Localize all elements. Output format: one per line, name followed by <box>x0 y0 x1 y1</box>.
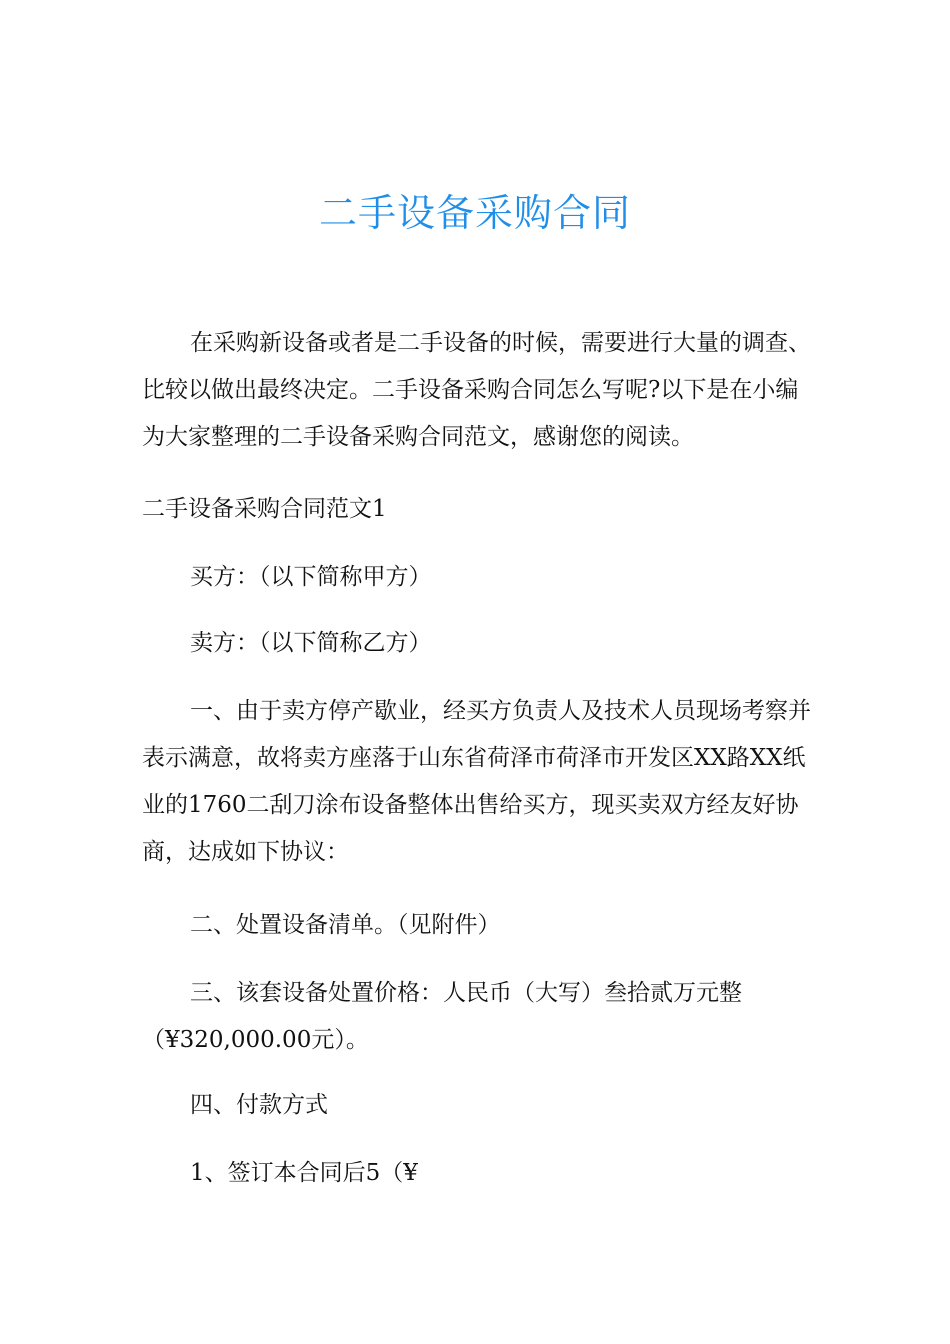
intro-paragraph: 在采购新设备或者是二手设备的时候，需要进行大量的调查、比较以做出最终决定。二手设备采购合同怎么写呢?以下是在小编为大家整理的二手设备采购合同范文，感谢您的阅读。 <box>142 330 811 450</box>
document-title: 二手设备采购合同 <box>318 191 631 235</box>
sample-heading: 二手设备采购合同范文1 <box>142 496 387 522</box>
buyer-line: 买方：（以下简称甲方） <box>190 564 432 590</box>
clause-three: 三、该套设备处置价格：人民币（大写）叁拾贰万元整（¥320,000.00元）。 <box>142 980 742 1053</box>
clause-two: 二、处置设备清单。（见附件） <box>190 912 501 938</box>
clause-one: 一、由于卖方停产歇业，经买方负责人及技术人员现场考察并表示满意，故将卖方座落于山东省荷泽市荷泽市开发区XX路XX纸业的1760二刮刀涂布设备整体出售给买方，现买卖双方经友好协商，达成如下协议： <box>142 698 811 865</box>
seller-line: 卖方：（以下简称乙方） <box>190 630 432 656</box>
clause-four: 四、付款方式 <box>190 1092 328 1118</box>
payment-item-one: 1、签订本合同后5（¥ <box>190 1160 418 1186</box>
